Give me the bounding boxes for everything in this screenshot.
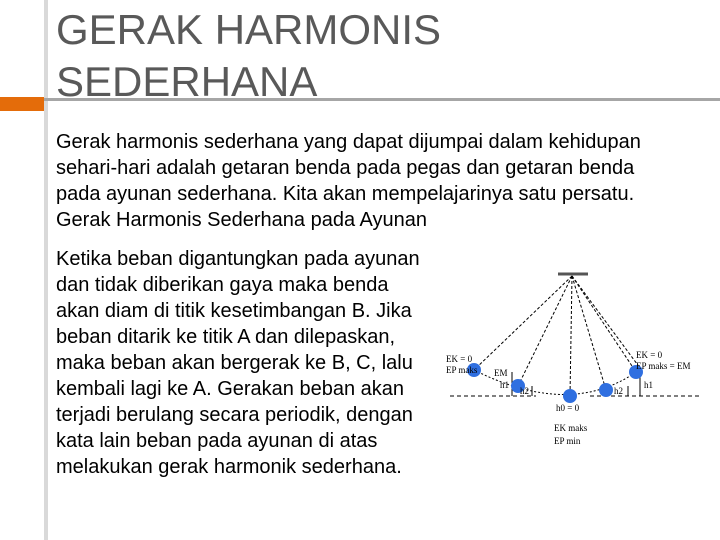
string-center: [570, 276, 572, 396]
h1-left-label: h1: [500, 380, 509, 390]
right-ep-label: EP maks = EM: [636, 361, 691, 371]
left-accent-bar: [44, 0, 48, 540]
string-right-far: [572, 276, 640, 368]
right-ek-label: EK = 0: [636, 350, 663, 360]
left-ek-label: EK = 0: [446, 354, 473, 364]
h1-right-label: h1: [644, 380, 653, 390]
intro-paragraph: Gerak harmonis sederhana yang dapat dijumpai dalam kehidupan sehari-hari adalah getaran benda pada pegas dan getaran benda pada ayunan sederhana. Kita akan mempelajarinya satu persatu. Gerak Harmonis Sederhana pada Ayunan: [56, 131, 641, 231]
h2-right-label: h2: [614, 386, 623, 396]
ball-center: [563, 389, 577, 403]
h2-left-label: h2: [520, 386, 529, 396]
orange-accent-block: [0, 97, 44, 111]
bottom-ep-label: EP min: [554, 436, 581, 446]
bottom-ek-label: EK maks: [554, 423, 588, 433]
string-left-inner: [518, 276, 572, 386]
ball-right-inner: [599, 383, 613, 397]
slide-title: GERAK HARMONIS SEDERHANA: [56, 6, 442, 105]
h0-label: h0 = 0: [556, 403, 580, 413]
pendulum-paragraph: Ketika beban digantungkan pada ayunan dan tidak diberikan gaya maka benda akan diam di titik kesetimbangan B. Jika beban ditarik ke titik A dan dilepaskan, maka beban akan bergerak ke B, C, lalu kembali lagi ke A. Gerakan beban akan terjadi berulang secara periodik, dengan kata lain beban pada ayunan di atas melakukan gerak harmonik sederhana.: [56, 248, 420, 478]
string-right-outer: [572, 276, 636, 372]
string-left-outer: [474, 276, 572, 370]
left-em-label: EM: [494, 368, 508, 378]
pendulum-diagram: [440, 268, 710, 458]
left-ep-label: EP maks: [446, 365, 478, 375]
string-right-inner: [572, 276, 606, 390]
